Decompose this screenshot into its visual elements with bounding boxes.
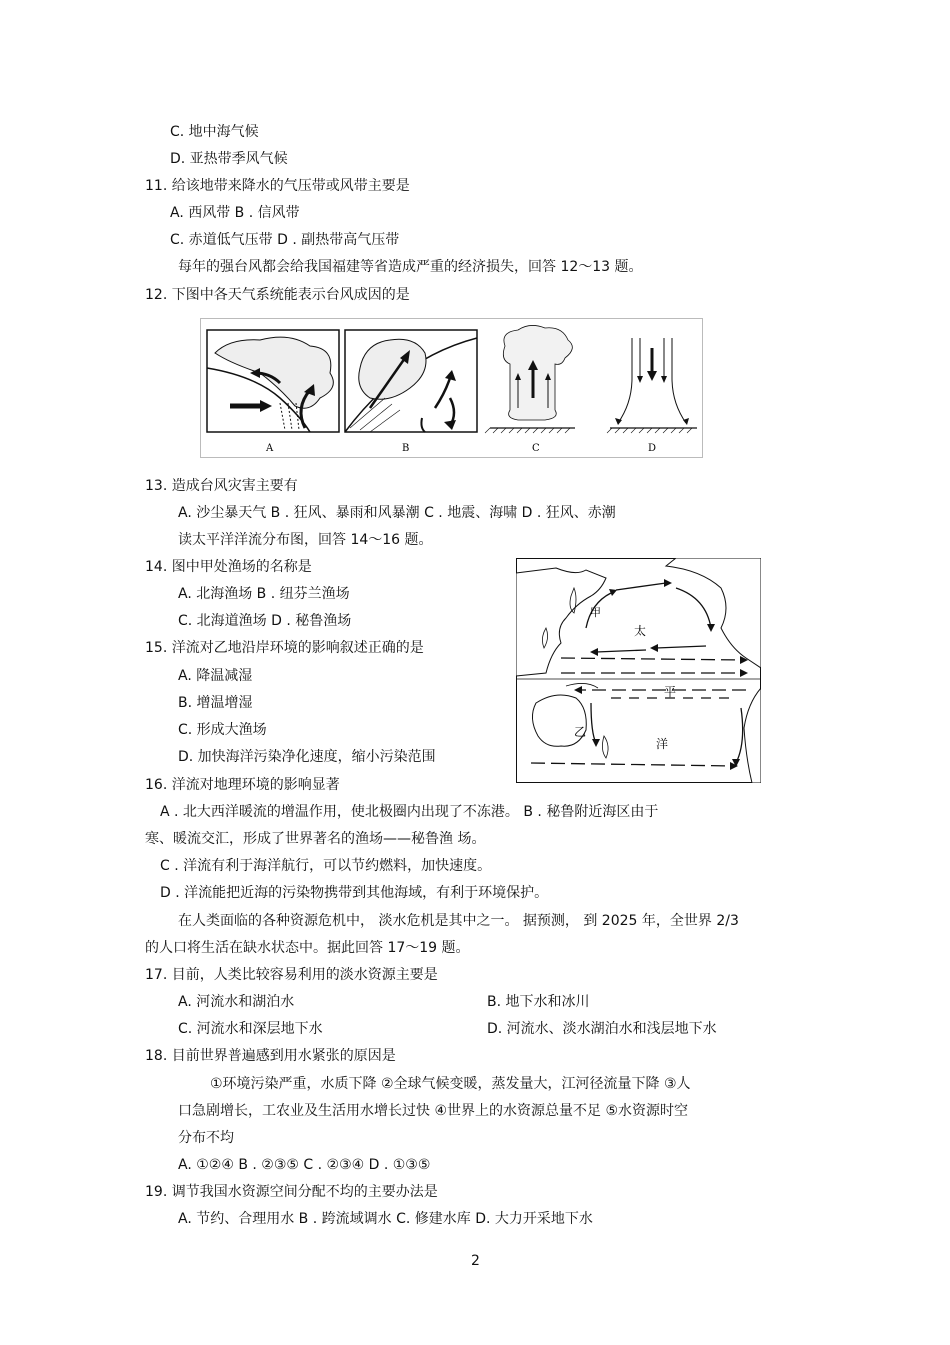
label-b: B [402, 443, 410, 454]
intro-17-19: 在人类面临的各种资源危机中， 淡水危机是其中之一。 据预测， 到 2025 年，全世界 2/3 [178, 913, 739, 929]
question-14-options-ab: A. 北海渔场 B . 纽芬兰渔场 [178, 586, 350, 602]
intro-12-13: 每年的强台风都会给我国福建等省造成严重的经济损失，回答 12～13 题。 [178, 259, 643, 275]
question-16: 16. 洋流对地理环境的影响显著 [145, 777, 340, 793]
question-17-option-a: A. 河流水和湖泊水 [178, 994, 295, 1010]
page-number: 2 [471, 1253, 480, 1269]
question-19-options: A. 节约、合理用水 B . 跨流域调水 C. 修建水库 D. 大力开采地下水 [178, 1211, 593, 1227]
question-15-option-d: D. 加快海洋污染净化速度，缩小污染范围 [178, 749, 436, 765]
question-13: 13. 造成台风灾害主要有 [145, 478, 298, 494]
label-c: C [532, 443, 540, 454]
question-15-option-a: A. 降温减湿 [178, 668, 253, 684]
question-11-options-ab: A. 西风带 B . 信风带 [170, 205, 300, 221]
question-19: 19. 调节我国水资源空间分配不均的主要办法是 [145, 1184, 438, 1200]
intro-14-16: 读太平洋洋流分布图，回答 14～16 题。 [178, 532, 433, 548]
question-18-options: A. ①②④ B . ②③⑤ C . ②③④ D . ①③⑤ [178, 1157, 431, 1173]
question-14-options-cd: C. 北海道渔场 D . 秘鲁渔场 [178, 613, 352, 629]
question-17-option-d: D. 河流水、淡水湖泊水和浅层地下水 [487, 1021, 717, 1037]
question-11: 11. 给该地带来降水的气压带或风带主要是 [145, 178, 410, 194]
question-17-option-c: C. 河流水和深层地下水 [178, 1021, 323, 1037]
label-tai: 太 [634, 624, 647, 638]
pacific-currents-map [516, 558, 761, 783]
question-17-option-b: B. 地下水和冰川 [487, 994, 590, 1010]
question-13-options: A. 沙尘暴天气 B . 狂风、暴雨和风暴潮 C . 地震、海啸 D . 狂风、赤潮 [178, 505, 616, 521]
label-a: A [266, 443, 274, 454]
question-12: 12. 下图中各天气系统能表示台风成因的是 [145, 287, 410, 303]
question-18-statements-2: 口急剧增长，工农业及生活用水增长过快 ④世界上的水资源总量不足 ⑤水资源时空 [178, 1103, 688, 1119]
question-15-option-c: C. 形成大渔场 [178, 722, 267, 738]
question-15-option-b: B. 增温增湿 [178, 695, 253, 711]
question-15: 15. 洋流对乙地沿岸环境的影响叙述正确的是 [145, 640, 424, 656]
question-18-statements-1: ①环境污染严重，水质下降 ②全球气候变暖，蒸发量大，江河径流量下降 ③人 [210, 1076, 691, 1092]
option-c-line: C. 地中海气候 [170, 124, 259, 140]
question-11-options-cd: C. 赤道低气压带 D . 副热带高气压带 [170, 232, 400, 248]
label-jia: 甲 [590, 606, 601, 619]
question-18: 18. 目前世界普遍感到用水紧张的原因是 [145, 1048, 396, 1064]
label-yang: 洋 [656, 737, 669, 751]
label-ping: 平 [664, 685, 677, 699]
question-16-option-b-cont: 寒、暖流交汇，形成了世界著名的渔场——秘鲁渔 场。 [145, 831, 486, 847]
question-14: 14. 图中甲处渔场的名称是 [145, 559, 312, 575]
intro-17-19-cont: 的人口将生活在缺水状态中。据此回答 17～19 题。 [145, 940, 470, 956]
label-d: D [648, 443, 657, 454]
question-16-option-c: C . 洋流有利于海洋航行，可以节约燃料，加快速度。 [160, 858, 492, 874]
question-16-option-d: D . 洋流能把近海的污染物携带到其他海域，有利于环境保护。 [160, 885, 549, 901]
question-18-statements-3: 分布不均 [178, 1130, 234, 1146]
option-d-line: D. 亚热带季风气候 [170, 151, 288, 167]
weather-systems-figure [200, 318, 703, 458]
label-yi: 乙 [574, 725, 587, 739]
question-16-option-a-b: A . 北大西洋暖流的增温作用，使北极圈内出现了不冻港。 B . 秘鲁附近海区由于 [160, 804, 659, 820]
question-17: 17. 目前，人类比较容易利用的淡水资源主要是 [145, 967, 438, 983]
